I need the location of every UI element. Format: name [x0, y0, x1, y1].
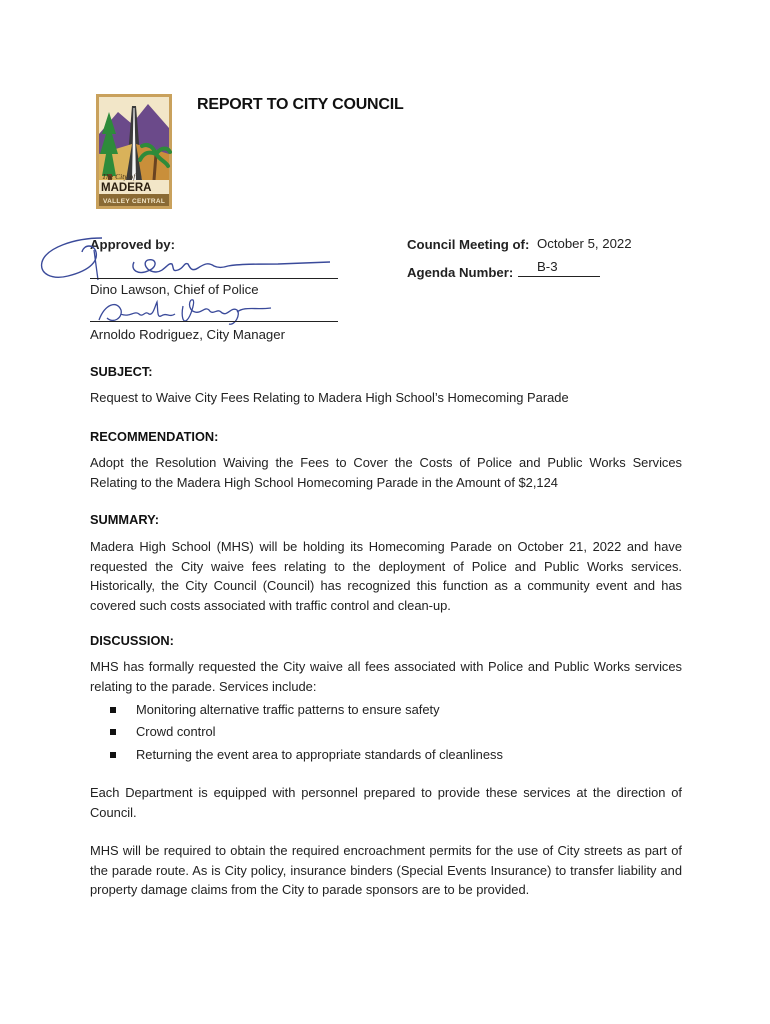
- services-list: [110, 699, 503, 766]
- signature-line-1: [90, 278, 338, 279]
- agenda-number-underline: [518, 276, 600, 277]
- subject-heading: SUBJECT:: [90, 364, 153, 379]
- list-item: [110, 744, 503, 766]
- list-item: [110, 721, 503, 743]
- council-meeting-label: Council Meeting of:: [407, 237, 530, 252]
- city-of-madera-logo: [96, 94, 172, 209]
- approver-2-name: Arnoldo Rodriguez, City Manager: [90, 327, 285, 342]
- discussion-paragraph-2: Each Department is equipped with personnel prepared to provide these services at the direction of Council.: [90, 785, 682, 820]
- bullet-icon: [110, 729, 116, 735]
- agenda-number-label: Agenda Number:: [407, 265, 514, 280]
- discussion-intro: MHS has formally requested the City waive all fees associated with Police and Public Works services relating to the parade. Services include:: [90, 659, 682, 694]
- bullet-icon: [110, 707, 116, 713]
- list-item-text: Monitoring alternative traffic patterns to ensure safety: [136, 702, 440, 717]
- logo-tagline-text: VALLEY CENTRAL: [103, 198, 166, 205]
- council-meeting-date: October 5, 2022: [537, 236, 632, 251]
- list-item-text: Returning the event area to appropriate standards of cleanliness: [136, 746, 503, 762]
- discussion-paragraph-3: MHS will be required to obtain the required encroachment permits for the use of City streets as part of the parade route. As is City policy, insurance binders (Special Events Insurance) to transfer liability and property damage claims from the City to parade sponsors are to be provided.: [90, 843, 682, 897]
- subject-text: Request to Waive City Fees Relating to Madera High School’s Homecoming Parade: [90, 390, 569, 405]
- list-item: [110, 699, 503, 721]
- logo-small-text: The City of: [102, 172, 136, 181]
- recommendation-heading: RECOMMENDATION:: [90, 429, 219, 444]
- logo-name-text: MADERA: [101, 182, 152, 194]
- summary-heading: SUMMARY:: [90, 512, 159, 527]
- list-item-text: Crowd control: [136, 724, 216, 740]
- bullet-icon: [110, 752, 116, 758]
- report-title: REPORT TO CITY COUNCIL: [197, 96, 404, 113]
- summary-text: Madera High School (MHS) will be holding its Homecoming Parade on October 21, 2022 and have requested the City waive fees relating to the deployment of Police and Public Works services. Historically, the City Council (Council) has recognized this function as a community event and has covered such costs associated with traffic control and clean-up.: [90, 539, 682, 613]
- approver-1-name: Dino Lawson, Chief of Police: [90, 282, 259, 297]
- signature-line-2: [90, 321, 338, 322]
- recommendation-text: Adopt the Resolution Waiving the Fees to Cover the Costs of Police and Public Works Services Relating to the Madera High School Homecoming Parade in the Amount of $2,124: [90, 455, 682, 490]
- approved-by-label: Approved by:: [90, 237, 175, 252]
- discussion-heading: DISCUSSION:: [90, 633, 174, 648]
- agenda-number-value: B-3: [537, 259, 558, 274]
